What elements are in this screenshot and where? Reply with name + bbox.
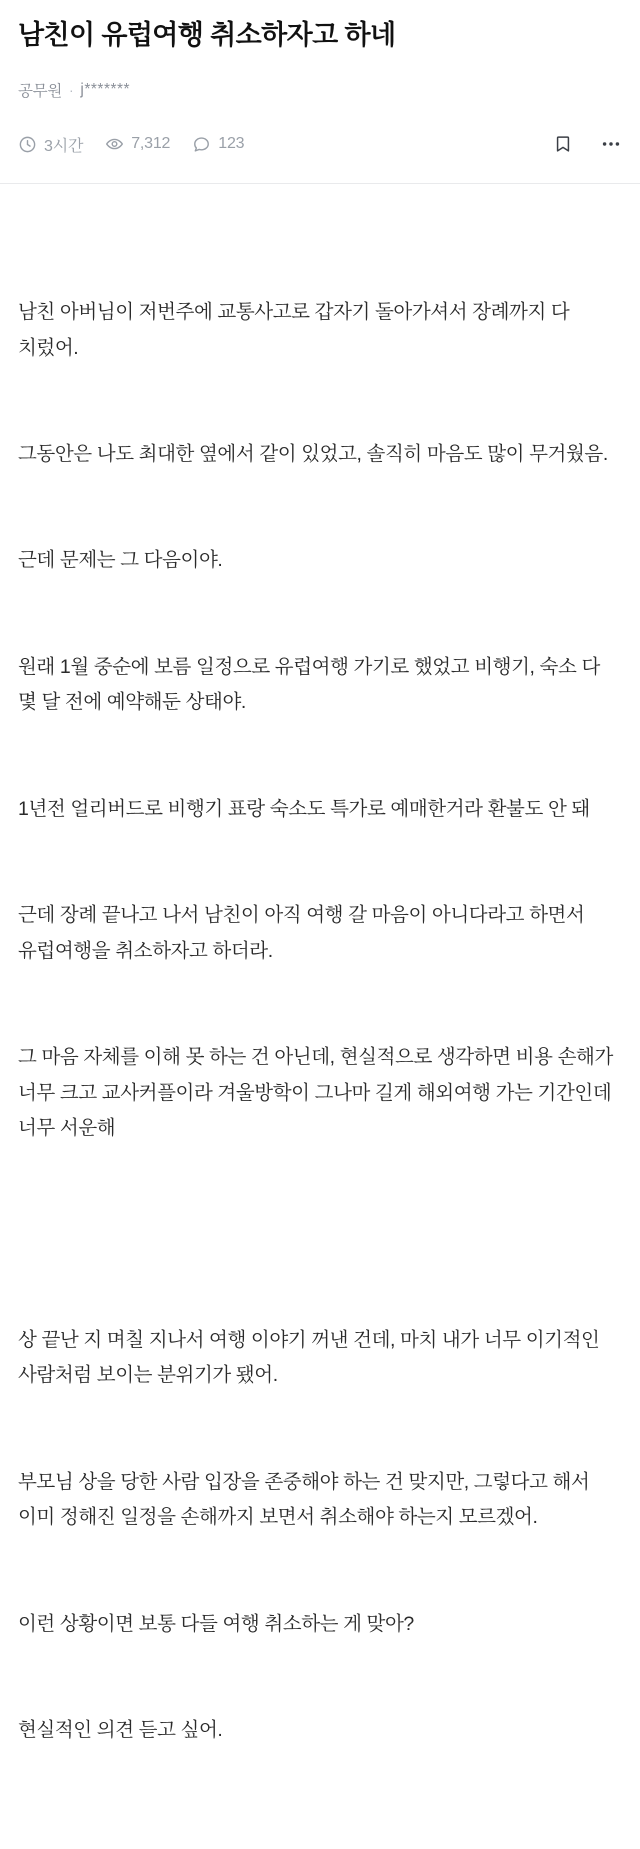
post-meta [18, 79, 622, 101]
bookmark-icon[interactable] [552, 133, 574, 155]
post-paragraph: 현실적인 의견 듣고 싶어. [18, 1718, 223, 1741]
post-stats-row [0, 123, 640, 165]
post-paragraph: 이런 상황이면 보통 다들 여행 취소하는 게 맞아? [18, 1612, 414, 1635]
post-paragraph: 남친 아버님이 저번주에 교통사고로 갑자기 돌아가셔서 장례까지 다 치렀어. [18, 301, 575, 359]
post-views-count: 7,312 [131, 135, 171, 153]
post-author[interactable]: j******* [80, 81, 131, 99]
eye-icon [105, 135, 124, 154]
more-horizontal-icon[interactable] [600, 133, 622, 155]
clock-icon [18, 135, 37, 154]
post-paragraph: 그 마음 자체를 이해 못 하는 건 아닌데, 현실적으로 생각하면 비용 손해가 너무 크고 교사커플이라 겨울방학이 그나마 길게 해외여행 가는 기간인데 너무 서운해 [18, 1046, 618, 1140]
comment-icon [192, 135, 211, 154]
post-body [0, 184, 640, 1849]
post-paragraph: 부모님 상을 당한 사람 입장을 존중해야 하는 건 맞지만, 그렇다고 해서 이미 정해진 일정을 손해까지 보면서 취소해야 하는지 모르겠어. [18, 1470, 595, 1529]
post-paragraph: 원래 1월 중순에 보름 일정으로 유럽여행 가기로 했었고 비행기, 숙소 다 몇 달 전에 예약해둔 상태야. [18, 655, 605, 714]
post-comments-count: 123 [218, 135, 245, 153]
post-paragraph: 상 끝난 지 며칠 지나서 여행 이야기 꺼낸 건데, 마치 내가 너무 이기적인 사람처럼 보이는 분위기가 됐어. [18, 1328, 605, 1387]
paragraph-gap [18, 1218, 622, 1252]
post-paragraph: 근데 장례 끝나고 나서 남친이 아직 여행 갈 마음이 아니다라고 하면서 유럽여행을 취소하자고 하더라. [18, 904, 590, 962]
post-paragraph: 1년전 얼리버드로 비행기 표랑 숙소도 특가로 예매한거라 환불도 안 돼 [18, 797, 590, 820]
post-views [105, 135, 170, 154]
post-header [0, 0, 640, 101]
post-paragraph: 그동안은 나도 최대한 옆에서 같이 있었고, 솔직히 마음도 많이 무거웠음. [18, 443, 608, 465]
post-comments[interactable] [192, 135, 244, 154]
post-actions [552, 133, 622, 155]
post-time-label: 3시간 [44, 137, 84, 155]
post-paragraph: 근데 문제는 그 다음이야. [18, 549, 223, 572]
post-category[interactable]: 공무원 [18, 83, 63, 101]
post-time [18, 133, 83, 156]
meta-separator: · [69, 82, 74, 99]
page-title: 남친이 유럽여행 취소하자고 하네 [18, 20, 396, 50]
